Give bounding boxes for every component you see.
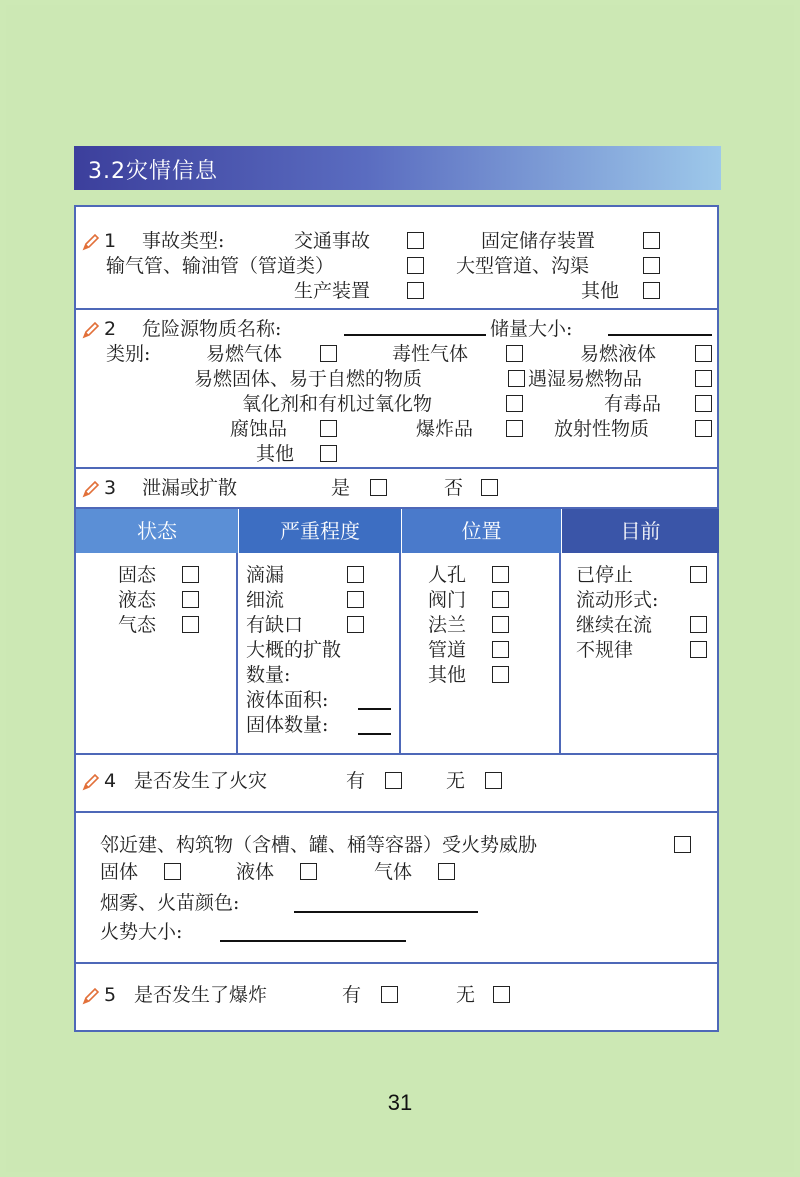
position-pipe: 管道 <box>428 639 467 661</box>
option-pipeline: 输气管、输油管（管道类） <box>106 255 335 277</box>
position-flange: 法兰 <box>428 614 467 636</box>
divider <box>76 467 717 469</box>
severity-breach: 有缺口 <box>246 614 304 636</box>
solid-amount-field[interactable] <box>358 733 391 735</box>
checkbox-fire-threat[interactable] <box>674 836 691 853</box>
table-header-state: 状态 <box>76 509 238 553</box>
phase-liquid: 液体 <box>236 861 275 883</box>
incident-form <box>74 205 719 1032</box>
checkbox-fixed-storage[interactable] <box>643 232 660 249</box>
checkbox-fire-no[interactable] <box>485 772 502 789</box>
severity-spread-label: 大概的扩散 <box>246 639 342 661</box>
phase-gas: 气体 <box>374 861 413 883</box>
pencil-icon <box>81 986 101 1006</box>
checkbox-current-stopped[interactable] <box>690 566 707 583</box>
option-radioactive: 放射性物质 <box>554 418 650 440</box>
checkbox-toxic-substance[interactable] <box>695 395 712 412</box>
checkbox-leak-yes[interactable] <box>370 479 387 496</box>
divider <box>76 308 717 310</box>
pencil-icon <box>81 232 101 252</box>
state-solid: 固态 <box>118 564 157 586</box>
checkbox-state-gas[interactable] <box>182 616 199 633</box>
liquid-area-field[interactable] <box>358 708 391 710</box>
checkbox-severity-drip[interactable] <box>347 566 364 583</box>
option-production-device: 生产装置 <box>294 280 371 302</box>
checkbox-explosion-yes[interactable] <box>381 986 398 1003</box>
checkbox-state-solid[interactable] <box>182 566 199 583</box>
storage-amount-field[interactable] <box>608 334 712 336</box>
option-flammable-solid: 易燃固体、易于自燃的物质 <box>194 368 423 390</box>
substance-name-label: 危险源物质名称: <box>142 318 282 340</box>
checkbox-phase-liquid[interactable] <box>300 863 317 880</box>
section5-number: 5 <box>104 984 117 1006</box>
table-header-position: 位置 <box>402 509 561 553</box>
substance-name-field[interactable] <box>344 334 486 336</box>
leak-yes-label: 是 <box>331 477 351 499</box>
checkbox-leak-no[interactable] <box>481 479 498 496</box>
checkbox-severity-trickle[interactable] <box>347 591 364 608</box>
checkbox-pipeline[interactable] <box>407 257 424 274</box>
option-corrosive: 腐蚀品 <box>230 418 288 440</box>
checkbox-toxic-gas[interactable] <box>506 345 523 362</box>
checkbox-severity-breach[interactable] <box>347 616 364 633</box>
section-title-bar <box>74 146 721 190</box>
current-still-flowing: 继续在流 <box>576 614 653 636</box>
category-label: 类别: <box>106 343 151 365</box>
fire-size-field[interactable] <box>220 940 406 942</box>
position-manhole: 人孔 <box>428 564 467 586</box>
option-traffic-accident: 交通事故 <box>294 230 371 252</box>
checkbox-other[interactable] <box>643 282 660 299</box>
option-toxic-gas: 毒性气体 <box>392 343 469 365</box>
severity-trickle: 细流 <box>246 589 285 611</box>
current-stopped: 已停止 <box>576 564 634 586</box>
fire-threat-label: 邻近建、构筑物（含槽、罐、桶等容器）受火势威胁 <box>100 834 538 856</box>
checkbox-flammable-liquid[interactable] <box>695 345 712 362</box>
checkbox-explosive[interactable] <box>506 420 523 437</box>
fire-size-label: 火势大小: <box>100 921 183 943</box>
option-explosive: 爆炸品 <box>416 418 474 440</box>
phase-solid: 固体 <box>100 861 139 883</box>
position-other: 其他 <box>428 664 467 686</box>
pencil-icon <box>81 772 101 792</box>
column-divider <box>559 553 561 753</box>
option-toxic-substance: 有毒品 <box>604 393 662 415</box>
checkbox-flammable-solid[interactable] <box>508 370 525 387</box>
column-divider <box>236 553 238 753</box>
state-liquid: 液态 <box>118 589 157 611</box>
severity-amount-label: 数量: <box>246 664 291 686</box>
checkbox-radioactive[interactable] <box>695 420 712 437</box>
explosion-no-label: 无 <box>456 984 476 1006</box>
pencil-icon <box>81 479 101 499</box>
divider <box>76 753 717 755</box>
fire-yes-label: 有 <box>346 770 366 792</box>
explosion-yes-label: 有 <box>342 984 362 1006</box>
checkbox-current-still-flowing[interactable] <box>690 616 707 633</box>
position-valve: 阀门 <box>428 589 467 611</box>
state-gas: 气态 <box>118 614 157 636</box>
checkbox-oxidizer[interactable] <box>506 395 523 412</box>
storage-amount-label: 储量大小: <box>490 318 573 340</box>
section3-number: 3 <box>104 477 117 499</box>
option-oxidizer: 氧化剂和有机过氧化物 <box>242 393 433 415</box>
checkbox-current-irregular[interactable] <box>690 641 707 658</box>
option-fixed-storage: 固定储存装置 <box>481 230 596 252</box>
leak-no-label: 否 <box>444 477 464 499</box>
section2-number: 2 <box>104 318 117 340</box>
fire-label: 是否发生了火灾 <box>134 770 268 792</box>
checkbox-state-liquid[interactable] <box>182 591 199 608</box>
checkbox-phase-solid[interactable] <box>164 863 181 880</box>
column-divider <box>399 553 401 753</box>
checkbox-water-reactive[interactable] <box>695 370 712 387</box>
section4-number: 4 <box>104 770 117 792</box>
fire-no-label: 无 <box>446 770 466 792</box>
option-flammable-gas: 易燃气体 <box>206 343 283 365</box>
leak-label: 泄漏或扩散 <box>142 477 238 499</box>
checkbox-traffic-accident[interactable] <box>407 232 424 249</box>
checkbox-position-valve[interactable] <box>492 591 509 608</box>
smoke-color-field[interactable] <box>294 911 478 913</box>
section-title: 3.2灾情信息 <box>88 159 218 184</box>
table-header-severity: 严重程度 <box>239 509 401 553</box>
checkbox-large-pipe[interactable] <box>643 257 660 274</box>
flow-form-label: 流动形式: <box>576 589 659 611</box>
option-other: 其他 <box>581 280 620 302</box>
smoke-color-label: 烟雾、火苗颜色: <box>100 892 240 914</box>
pencil-icon <box>81 320 101 340</box>
checkbox-other-category[interactable] <box>320 445 337 462</box>
checkbox-position-flange[interactable] <box>492 616 509 633</box>
section1-label: 事故类型: <box>142 230 225 252</box>
checkbox-fire-yes[interactable] <box>385 772 402 789</box>
table-header-current: 目前 <box>562 509 719 553</box>
divider <box>76 811 717 813</box>
option-large-pipe: 大型管道、沟渠 <box>456 255 590 277</box>
liquid-area-label: 液体面积: <box>246 689 329 711</box>
explosion-label: 是否发生了爆炸 <box>134 984 268 1006</box>
option-water-reactive: 遇湿易燃物品 <box>528 368 643 390</box>
section1-number: 1 <box>104 230 117 252</box>
checkbox-position-other[interactable] <box>492 666 509 683</box>
checkbox-corrosive[interactable] <box>320 420 337 437</box>
checkbox-phase-gas[interactable] <box>438 863 455 880</box>
checkbox-flammable-gas[interactable] <box>320 345 337 362</box>
severity-drip: 滴漏 <box>246 564 285 586</box>
checkbox-position-pipe[interactable] <box>492 641 509 658</box>
checkbox-explosion-no[interactable] <box>493 986 510 1003</box>
option-other-category: 其他 <box>256 443 295 465</box>
solid-amount-label: 固体数量: <box>246 714 329 736</box>
option-flammable-liquid: 易燃液体 <box>580 343 657 365</box>
divider <box>76 962 717 964</box>
checkbox-production-device[interactable] <box>407 282 424 299</box>
page-number: 31 <box>387 1090 413 1115</box>
checkbox-position-manhole[interactable] <box>492 566 509 583</box>
current-irregular: 不规律 <box>576 639 634 661</box>
